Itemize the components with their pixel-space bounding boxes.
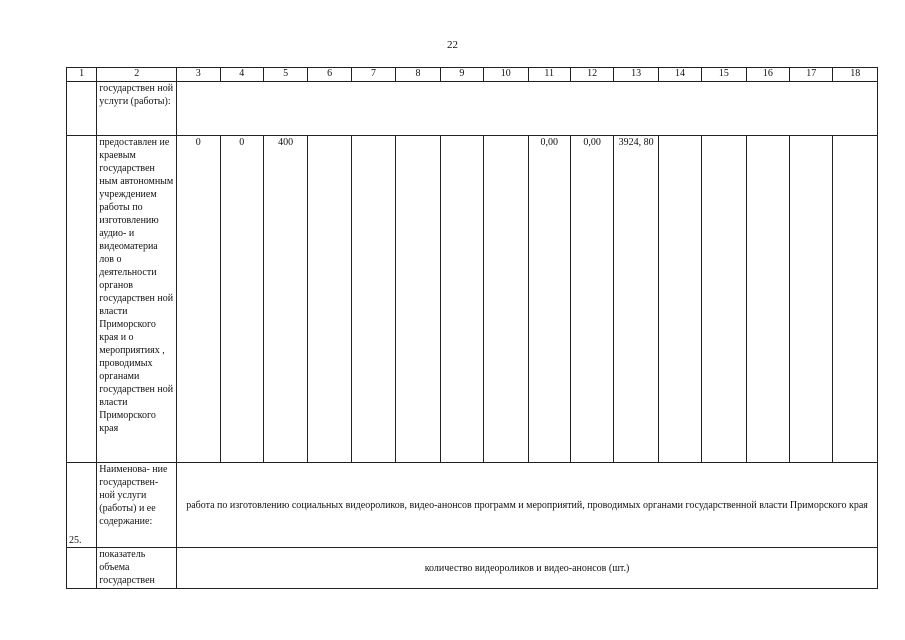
table-row — [67, 82, 878, 136]
header-cell: 11 — [528, 68, 570, 82]
table-row — [67, 136, 878, 463]
value-cell — [396, 136, 440, 463]
row-label-cell: показатель объема государствен — [97, 548, 177, 589]
header-cell: 2 — [97, 68, 177, 82]
value-cell: 400 — [263, 136, 307, 463]
header-cell: 16 — [746, 68, 789, 82]
value-cell: 3924, 80 — [614, 136, 658, 463]
value-cell — [484, 136, 528, 463]
header-cell: 4 — [220, 68, 263, 82]
value-cell: 0 — [220, 136, 263, 463]
value-cell — [702, 136, 746, 463]
header-cell: 7 — [351, 68, 395, 82]
header-cell: 12 — [570, 68, 613, 82]
value-cell — [308, 136, 351, 463]
row-label-cell: государствен ной услуги (работы): — [97, 82, 177, 136]
row-label-cell: Наименова- ние государствен- ной услуги (работы) и ее содержание: — [97, 463, 177, 548]
row-number-cell — [67, 82, 97, 136]
header-cell: 10 — [484, 68, 528, 82]
value-cell: 0 — [177, 136, 220, 463]
value-cell — [351, 136, 395, 463]
header-cell: 15 — [702, 68, 746, 82]
value-cell — [746, 136, 789, 463]
header-cell: 18 — [833, 68, 878, 82]
row-number-cell — [67, 548, 97, 589]
row-number-cell — [67, 136, 97, 463]
header-cell: 13 — [614, 68, 658, 82]
service-name-cell: работа по изготовлению социальных видеороликов, видео-анонсов программ и мероприятий, проводимых органами государственной власти Приморского края — [177, 463, 878, 548]
header-cell: 9 — [440, 68, 483, 82]
table-row — [67, 463, 878, 548]
value-cell: 0,00 — [570, 136, 613, 463]
value-cell — [833, 136, 878, 463]
header-row — [67, 68, 878, 82]
value-cell — [790, 136, 833, 463]
header-cell: 5 — [263, 68, 307, 82]
page-number: 22 — [447, 39, 458, 51]
header-cell: 6 — [308, 68, 351, 82]
row-number-cell: 25. — [67, 463, 97, 548]
header-cell: 8 — [396, 68, 440, 82]
header-cell: 3 — [177, 68, 220, 82]
header-cell: 1 — [67, 68, 97, 82]
value-cell — [440, 136, 483, 463]
header-cell: 14 — [658, 68, 701, 82]
table-row — [67, 548, 878, 589]
value-cell — [658, 136, 701, 463]
budget-table — [66, 67, 878, 589]
indicator-cell: количество видеороликов и видео-анонсов (шт.) — [177, 548, 878, 589]
header-cell: 17 — [790, 68, 833, 82]
empty-merged-cell — [177, 82, 878, 136]
value-cell: 0,00 — [528, 136, 570, 463]
row-label-cell: предоставлен ие краевым государствен ным автономным учреждением работы по изготовлению аудио- и видеоматериа лов о деятельности органов государствен ной власти Приморского края и о мероприятиях , проводимых органами государствен ной власти Приморского края — [97, 136, 177, 463]
